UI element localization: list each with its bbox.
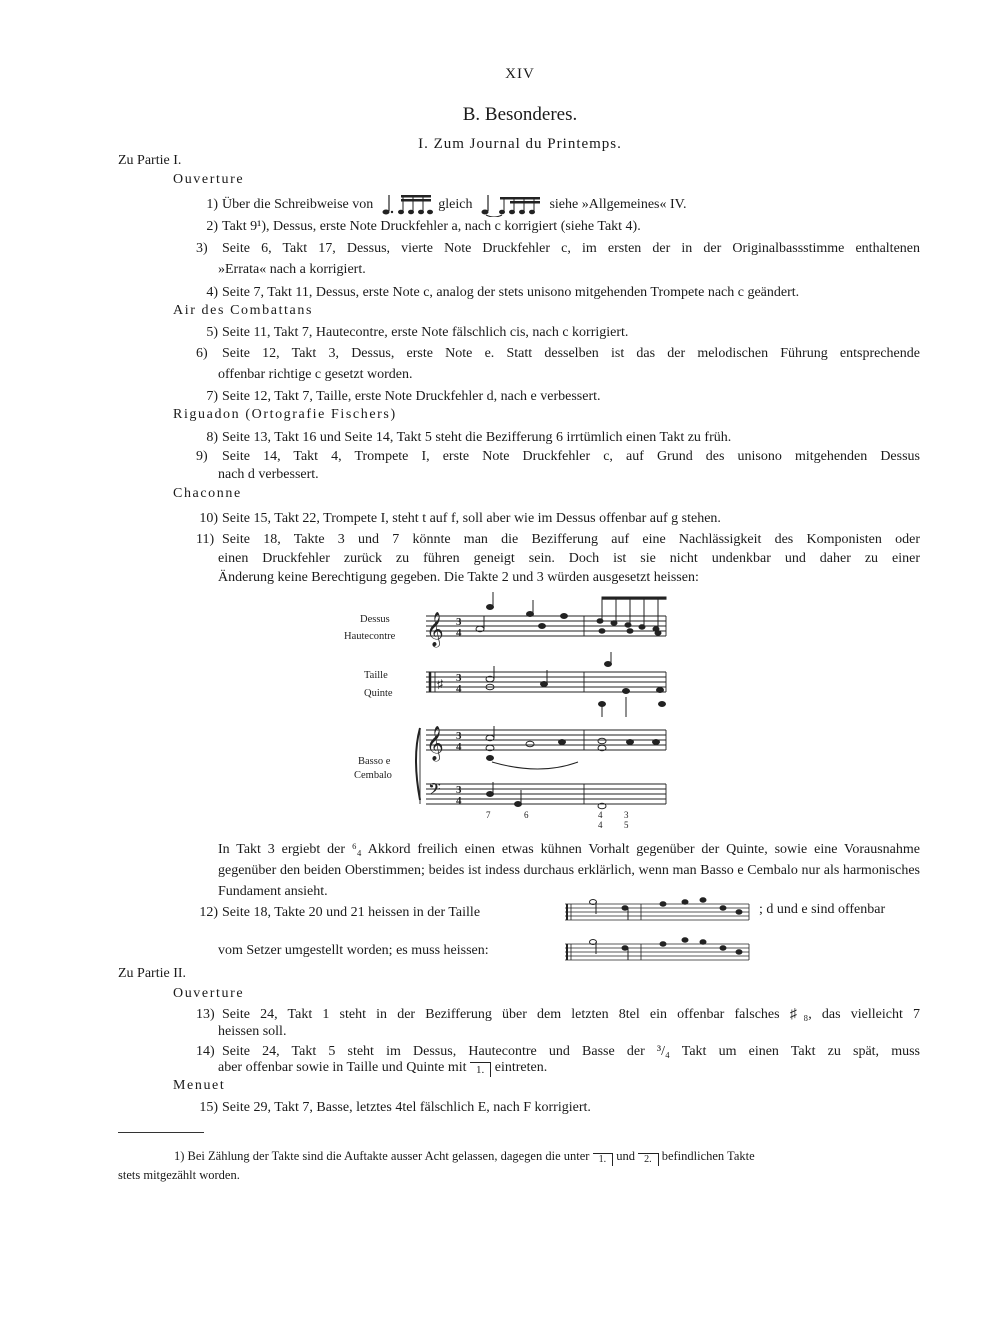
- note-12: 12) Seite 18, Takte 20 und 21 heissen in der Taille: [199, 905, 481, 920]
- music-example-score: [340, 592, 700, 832]
- ouverture-2-title: Ouverture: [173, 986, 245, 1001]
- note-12-c: vom Setzer umgestellt worden; es muss heissen:: [218, 943, 489, 958]
- time-sig-bottom-1: 4: [456, 627, 462, 639]
- ouverture-1-title: Ouverture: [173, 172, 245, 187]
- time-sig-bottom-3: 4: [456, 741, 462, 753]
- note-15: 15) Seite 29, Takt 7, Basse, letztes 4tel fälschlich E, nach F korrigiert.: [199, 1100, 591, 1115]
- note-14: 14) Seite 24, Takt 5 steht im Dessus, Hautecontre und Basse der ³/₄ Takt um einen Takt zu spät, muss: [196, 1044, 920, 1059]
- note-13-cont: heissen soll.: [218, 1024, 287, 1039]
- note-13: 13) Seite 24, Takt 1 steht in der Bezifferung über dem letzten 8tel ein offenbar falsches ♯₈, das vielleicht 7: [196, 1007, 920, 1022]
- figure-4b: 4: [598, 820, 603, 830]
- note-3: 3) Seite 6, Takt 17, Dessus, vierte Note Druckfehler c, im ersten der in der Originalbassstimme enthaltenen: [196, 241, 920, 256]
- riguadon-title: Riguadon (Ortografie Fischers): [173, 407, 397, 422]
- note-11-line2: einen Druckfehler zurück zu führen geneigt sein. Doch ist sie nicht undenkbar und daher zu einer: [218, 551, 920, 566]
- note-9-cont: nach d verbessert.: [218, 467, 319, 482]
- alto-clef-icon: ♯: [437, 677, 443, 691]
- treble-clef-icon: 𝄞: [426, 613, 444, 646]
- air-title: Air des Combattans: [173, 303, 314, 318]
- label-dessus: Dessus: [360, 614, 390, 625]
- figure-4a: 4: [598, 810, 603, 820]
- figure-3: 3: [624, 810, 629, 820]
- note-3-cont: »Errata« nach a korrigiert.: [218, 262, 366, 277]
- note-11-line3: Änderung keine Berechtigung gegeben. Die Takte 2 und 3 würden ausgesetzt heissen:: [218, 570, 699, 585]
- note-11: 11) Seite 18, Takte 3 und 7 könnte man die Bezifferung auf eine Nachlässigkeit des Komponisten oder: [196, 532, 920, 547]
- music-taille-corrected: [563, 936, 753, 970]
- note-10: 10) Seite 15, Takt 22, Trompete I, steht t auf f, soll aber wie im Dessus offenbar auf g stehen.: [199, 511, 721, 526]
- grand-staff-brace: [416, 728, 420, 800]
- chaconne-title: Chaconne: [173, 486, 242, 501]
- note-9: 9) Seite 14, Takt 4, Trompete I, erste Note Druckfehler c, auf Grund des unisono mitgehenden Dessus: [196, 449, 920, 464]
- bass-clef-icon: 𝄢: [428, 781, 441, 803]
- figure-5: 5: [624, 820, 629, 830]
- footnote: 1) Bei Zählung der Takte sind die Auftakte ausser Acht gelassen, dagegen die unter 1. und 2. befindlichen Takte stets mitgezählt worden.: [118, 1149, 755, 1182]
- label-quinte: Quinte: [364, 688, 393, 699]
- notes-dessus: [476, 592, 666, 635]
- section-heading: B. Besonderes.: [462, 104, 578, 125]
- label-hautecontre: Hautecontre: [344, 631, 396, 642]
- note-8: 8) Seite 13, Takt 16 und Seite 14, Takt 5 steht die Bezifferung 6 irrtümlich einen Takt zu früh.: [206, 430, 732, 445]
- footnote-rule: [118, 1132, 204, 1133]
- partie-1-label: Zu Partie I.: [118, 153, 182, 168]
- note-12-b: ; d und e sind offenbar: [759, 902, 886, 917]
- label-basso: Basso e: [358, 756, 391, 767]
- volta-box: 1.: [470, 1062, 491, 1077]
- note-2: 2) Takt 9¹), Dessus, erste Note Druckfehler a, nach c korrigiert (siehe Takt 4).: [206, 219, 641, 234]
- note-14-cont: aber offenbar sowie in Taille und Quinte mit 1. eintreten.: [218, 1060, 548, 1076]
- label-taille: Taille: [364, 670, 388, 681]
- label-cembalo: Cembalo: [354, 770, 392, 781]
- page-number: XIV: [505, 66, 535, 82]
- music-taille-original: [563, 896, 753, 930]
- note-6: 6) Seite 12, Takt 3, Dessus, erste Note e. Statt desselben ist das der melodischen Führung entsprechende: [196, 346, 920, 361]
- partie-2-label: Zu Partie II.: [118, 966, 187, 981]
- time-sig-bottom-4: 4: [456, 795, 462, 807]
- rhythm-figure-tied: [476, 193, 546, 217]
- notes-basso-upper: [486, 726, 660, 769]
- footnote-box-2: 2.: [638, 1153, 659, 1166]
- time-sig-top-1: 3: [456, 616, 462, 628]
- time-sig-top-4: 3: [456, 784, 462, 796]
- time-sig-top-3: 3: [456, 730, 462, 742]
- note-5: 5) Seite 11, Takt 7, Hautecontre, erste Note fälschlich cis, nach c korrigiert.: [206, 325, 629, 340]
- time-sig-top-2: 3: [456, 672, 462, 684]
- menuet-title: Menuet: [173, 1078, 226, 1093]
- footnote-box-1: 1.: [593, 1153, 614, 1166]
- note-7: 7) Seite 12, Takt 7, Taille, erste Note Druckfehler d, nach e verbessert.: [206, 389, 601, 404]
- section-subheading: I. Zum Journal du Printemps.: [418, 136, 622, 152]
- note-4: 4) Seite 7, Takt 11, Dessus, erste Note c, analog der stets unisono mitgehenden Trompete nach c geändert.: [206, 285, 800, 300]
- figure-7: 7: [486, 810, 491, 820]
- figure-6: 6: [524, 810, 529, 820]
- treble-clef-icon: 𝄞: [426, 727, 444, 760]
- notes-taille: [486, 652, 666, 717]
- chaconne-paragraph: In Takt 3 ergiebt der ⁶₄ Akkord freilich einen etwas kühnen Vorhalt gegenüber der Quinte, sowie eine Vorausnahme gegenüber den beiden Oberstimmen; beides ist indess durchaus erklärlich, wenn man Basso e Cembalo nur als harmonisches Fundament ansieht.: [218, 842, 920, 899]
- notes-basso-lower: [487, 782, 607, 809]
- rhythm-figure-dotted: [377, 193, 435, 217]
- time-sig-bottom-2: 4: [456, 683, 462, 695]
- note-6-cont: offenbar richtige c gesetzt worden.: [218, 367, 413, 382]
- note-1: 1) Über die Schreibweise von gleich siehe »Allgemeines« IV.: [196, 193, 920, 217]
